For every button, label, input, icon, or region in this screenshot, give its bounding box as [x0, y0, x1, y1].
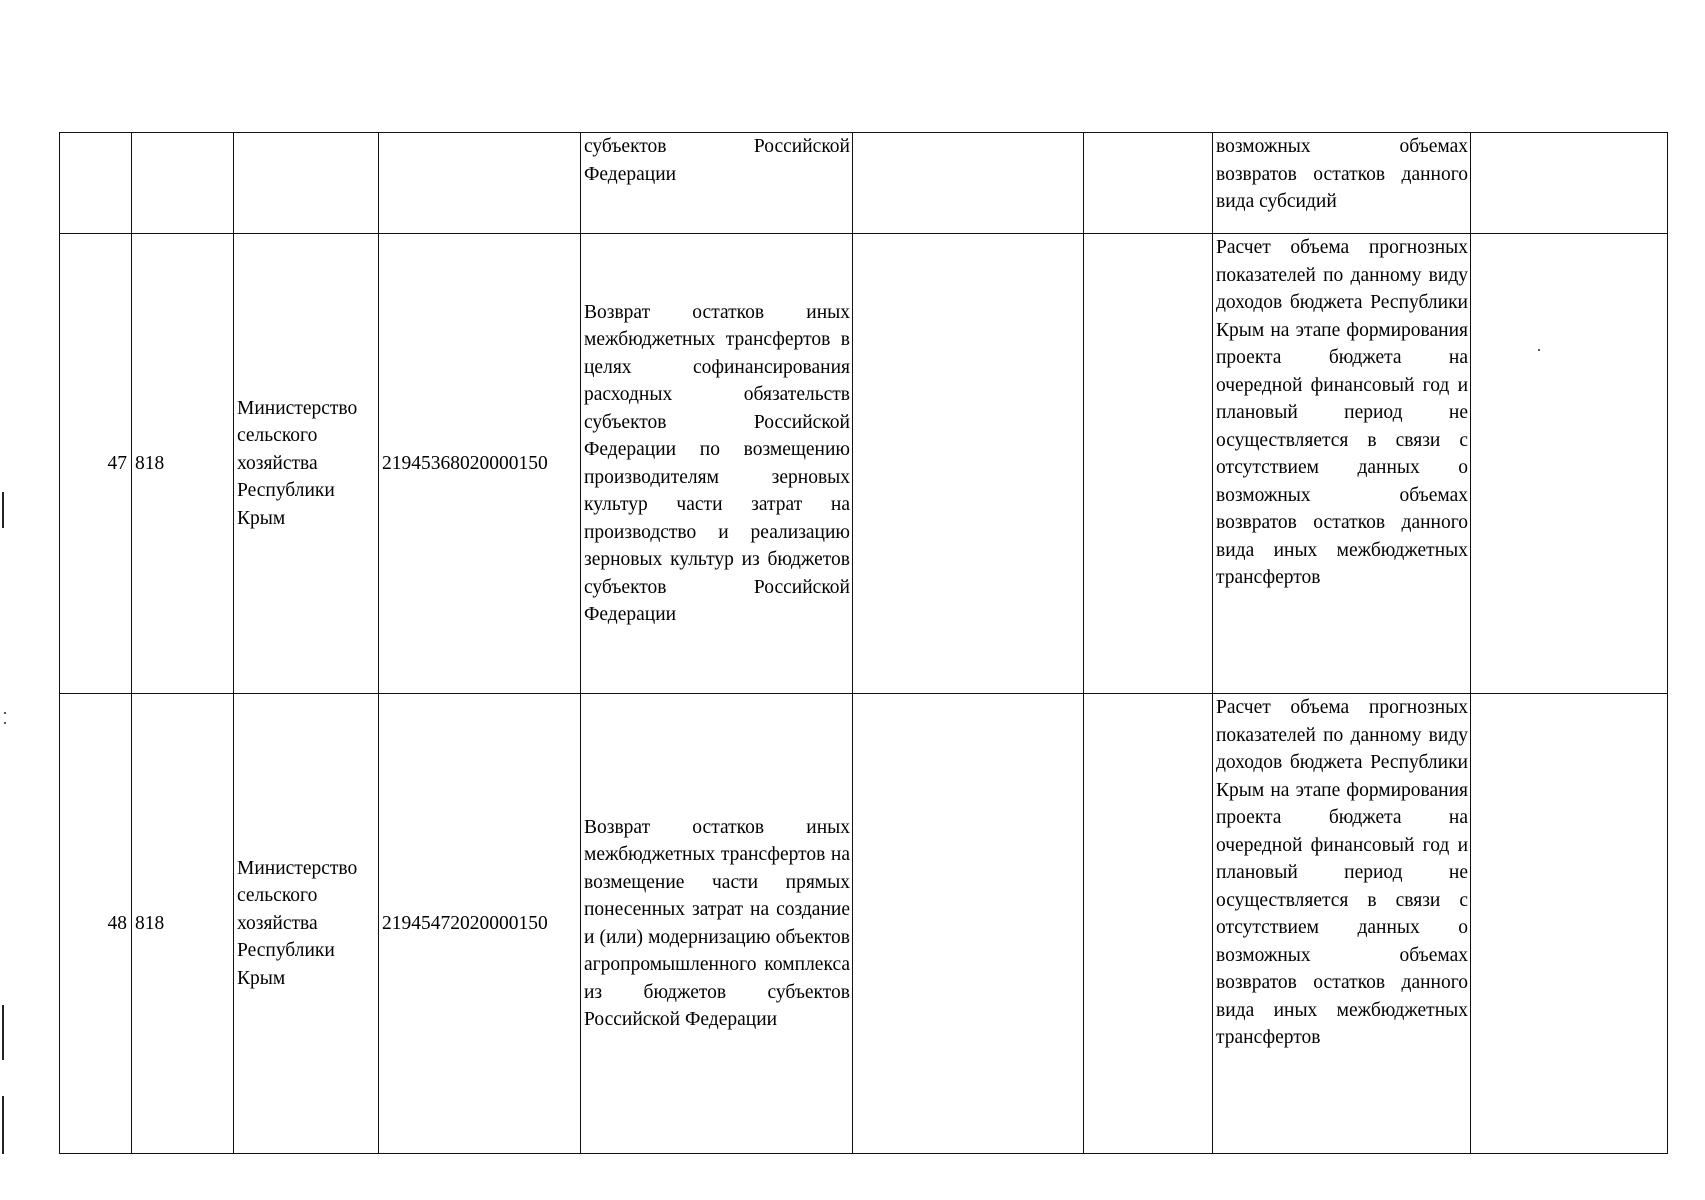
- table-row: [60, 133, 1668, 234]
- calculation-method-cell: возможных объемах возвратов остатков данного вида субсидий: [1213, 133, 1471, 234]
- revenue-forecast-table: [59, 132, 1668, 1154]
- calculation-method-cell: Расчет объема прогнозных показателей по данному виду доходов бюджета Республики Крым на этапе формирования проекта бюджета на очередной финансовый год и плановый период не осуществляется в связи с отсутствием данных о возможных объемах возвратов остатков данного вида иных межбюджетных трансфертов: [1213, 234, 1471, 694]
- admin-name-cell: Министерство сельского хозяйства Республики Крым: [234, 234, 379, 694]
- empty-cell: [1084, 694, 1213, 1154]
- empty-cell: [1084, 133, 1213, 234]
- row-number-cell: 47: [60, 234, 132, 694]
- admin-code-cell: [132, 133, 234, 234]
- kbk-code-cell: [379, 133, 581, 234]
- scan-edge-mark: [2, 1096, 4, 1154]
- row-number-cell: 48: [60, 694, 132, 1154]
- admin-name-cell: [234, 133, 379, 234]
- description-cell: Возврат остатков иных межбюджетных трансфертов в целях софинансирования расходных обязательств субъектов Российской Федерации по возмещению производителям зерновых культур части затрат на производство и реализацию зерновых культур из бюджетов субъектов Российской Федерации: [581, 234, 853, 694]
- kbk-code-cell: 21945368020000150: [379, 234, 581, 694]
- scan-speck: [4, 712, 6, 714]
- admin-code-cell: 818: [132, 234, 234, 694]
- description-cell: субъектов Российской Федерации: [581, 133, 853, 234]
- scan-edge-mark: [2, 492, 4, 528]
- scan-speck: [1538, 349, 1540, 351]
- table-row: [60, 234, 1668, 694]
- empty-cell: [1471, 694, 1668, 1154]
- table-row: [60, 694, 1668, 1154]
- admin-code-cell: 818: [132, 694, 234, 1154]
- empty-cell: [1084, 234, 1213, 694]
- empty-cell: [1471, 133, 1668, 234]
- empty-cell: [853, 234, 1084, 694]
- description-cell: Возврат остатков иных межбюджетных трансфертов на возмещение части прямых понесенных затрат на создание и (или) модернизацию объектов агропромышленного комплекса из бюджетов субъектов Российской Федерации: [581, 694, 853, 1154]
- kbk-code-cell: 21945472020000150: [379, 694, 581, 1154]
- row-number-cell: [60, 133, 132, 234]
- empty-cell: [853, 694, 1084, 1154]
- calculation-method-cell: Расчет объема прогнозных показателей по данному виду доходов бюджета Республики Крым на этапе формирования проекта бюджета на очередной финансовый год и плановый период не осуществляется в связи с отсутствием данных о возможных объемах возвратов остатков данного вида иных межбюджетных трансфертов: [1213, 694, 1471, 1154]
- empty-cell: [853, 133, 1084, 234]
- empty-cell: [1471, 234, 1668, 694]
- scan-edge-mark: [2, 1005, 4, 1060]
- scan-speck: [4, 722, 6, 724]
- admin-name-cell: Министерство сельского хозяйства Республики Крым: [234, 694, 379, 1154]
